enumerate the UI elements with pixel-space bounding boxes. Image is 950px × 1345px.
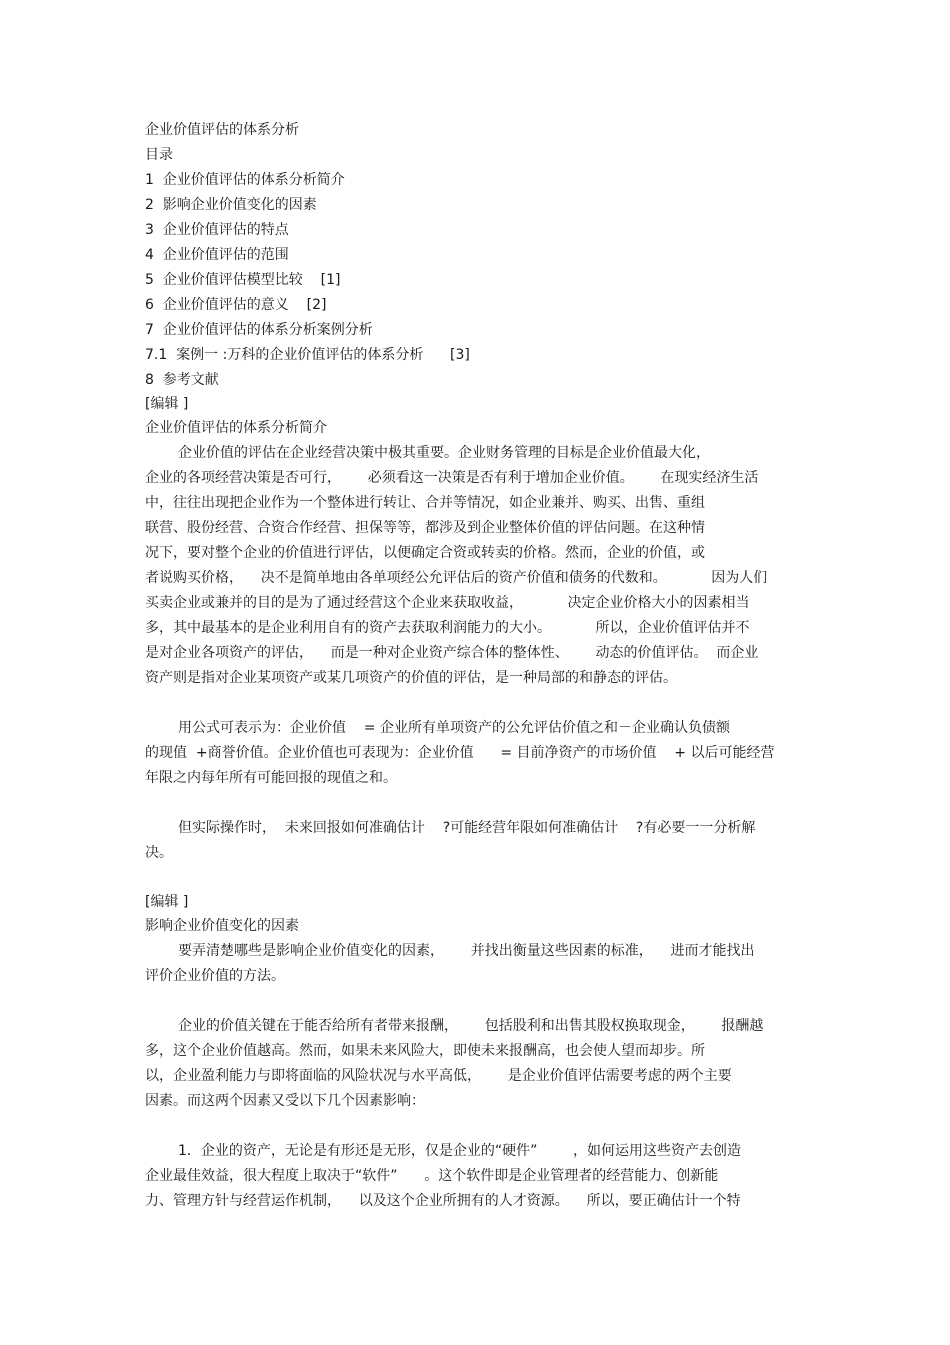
paragraph [145,1014,805,1114]
text-line: 况下，要对整个企业的价值进行评估，以便确定合资或转卖的价格。然而，企业的价值，或 [145,545,705,561]
text-line: 企业最佳效益，很大程度上取决于“软件” 。这个软件即是企业管理者的经营能力、创新能 [145,1168,719,1184]
paragraph [145,939,805,989]
text-line: 多，这个企业价值越高。然而，如果未来风险大，即使未来报酬高，也会使人望而却步。所 [145,1043,705,1059]
text-line: 以，企业盈利能力与即将面临的风险状况与水平高低， 是企业价值评估需要考虑的两个主要 [145,1068,732,1084]
edit-link[interactable]: [编辑 ] [145,396,189,412]
edit-link[interactable]: [编辑 ] [145,894,189,910]
text-line: 评价企业价值的方法。 [145,968,285,984]
text-line: 决。 [145,845,173,861]
toc-item[interactable]: 2 影响企业价值变化的因素 [145,197,317,213]
paragraph-gap [145,1114,805,1139]
section-heading: 企业价值评估的体系分析简介 [145,420,327,436]
text-line: 年限之内每年所有可能回报的现值之和。 [145,770,397,786]
toc-item[interactable]: 7 企业价值评估的体系分析案例分析 [145,322,373,338]
toc-heading: 目录 [145,147,173,163]
text-line: 用公式可表示为：企业价值 = 企业所有单项资产的公允评估价值之和－企业确认负债额 [178,720,730,736]
paragraph [145,1139,805,1214]
paragraph [145,716,805,791]
paragraph [145,816,805,866]
text-line: 企业价值的评估在企业经营决策中极其重要。企业财务管理的目标是企业价值最大化， [178,445,710,461]
document-title: 企业价值评估的体系分析 [145,122,299,138]
paragraph-gap [145,866,805,891]
toc-item[interactable]: 5 企业价值评估模型比较 [1] [145,272,341,288]
text-line: 企业的价值关键在于能否给所有者带来报酬， 包括股利和出售其股权换取现金， 报酬越 [178,1018,764,1034]
text-line: 的现值 +商誉价值。企业价值也可表现为：企业价值 = 目前净资产的市场价值 + 以后可能经营 [145,745,775,761]
table-of-contents [145,168,805,393]
text-line: 中，往往出现把企业作为一个整体进行转让、合并等情况，如企业兼并、购买、出售、重组 [145,495,705,511]
document-body [145,118,805,1214]
text-line: 联营、股份经营、合资合作经营、担保等等，都涉及到企业整体价值的评估问题。在这种情 [145,520,705,536]
text-line: 是对企业各项资产的评估， 而是一种对企业资产综合体的整体性、 动态的价值评估。 而企业 [145,645,759,661]
text-line: 但实际操作时， 未来回报如何准确估计 ?可能经营年限如何准确估计 ?有必要一一分析解 [178,820,756,836]
text-line: 资产则是指对企业某项资产或某几项资产的价值的评估，是一种局部的和静态的评估。 [145,670,677,686]
toc-item[interactable]: 1 企业价值评估的体系分析简介 [145,172,345,188]
paragraph-gap [145,691,805,716]
text-line: 力、管理方针与经营运作机制， 以及这个企业所拥有的人才资源。 所以，要正确估计一个特 [145,1193,741,1209]
text-line: 要弄清楚哪些是影响企业价值变化的因素， 并找出衡量这些因素的标准， 进而才能找出 [178,943,755,959]
text-line: 1．企业的资产，无论是有形还是无形，仅是企业的“硬件” ，如何运用这些资产去创造 [178,1143,742,1159]
text-line: 多，其中最基本的是企业利用自有的资产去获取利润能力的大小。 所以，企业价值评估并不 [145,620,750,636]
section-heading: 影响企业价值变化的因素 [145,918,299,934]
text-line: 者说购买价格， 决不是简单地由各单项经公允评估后的资产价值和债务的代数和。 因为人们 [145,570,768,586]
paragraph-gap [145,989,805,1014]
toc-item[interactable]: 7.1 案例一 :万科的企业价值评估的体系分析 [3] [145,347,470,363]
text-line: 因素。而这两个因素又受以下几个因素影响： [145,1093,425,1109]
toc-item[interactable]: 8 参考文献 [145,372,219,388]
paragraph-gap [145,791,805,816]
text-line: 企业的各项经营决策是否可行， 必须看这一决策是否有利于增加企业价值。 在现实经济生活 [145,470,759,486]
toc-item[interactable]: 3 企业价值评估的特点 [145,222,289,238]
toc-item[interactable]: 6 企业价值评估的意义 [2] [145,297,327,313]
toc-item[interactable]: 4 企业价值评估的范围 [145,247,289,263]
paragraph [145,441,805,691]
text-line: 买卖企业或兼并的目的是为了通过经营这个企业来获取收益， 决定企业价格大小的因素相当 [145,595,750,611]
